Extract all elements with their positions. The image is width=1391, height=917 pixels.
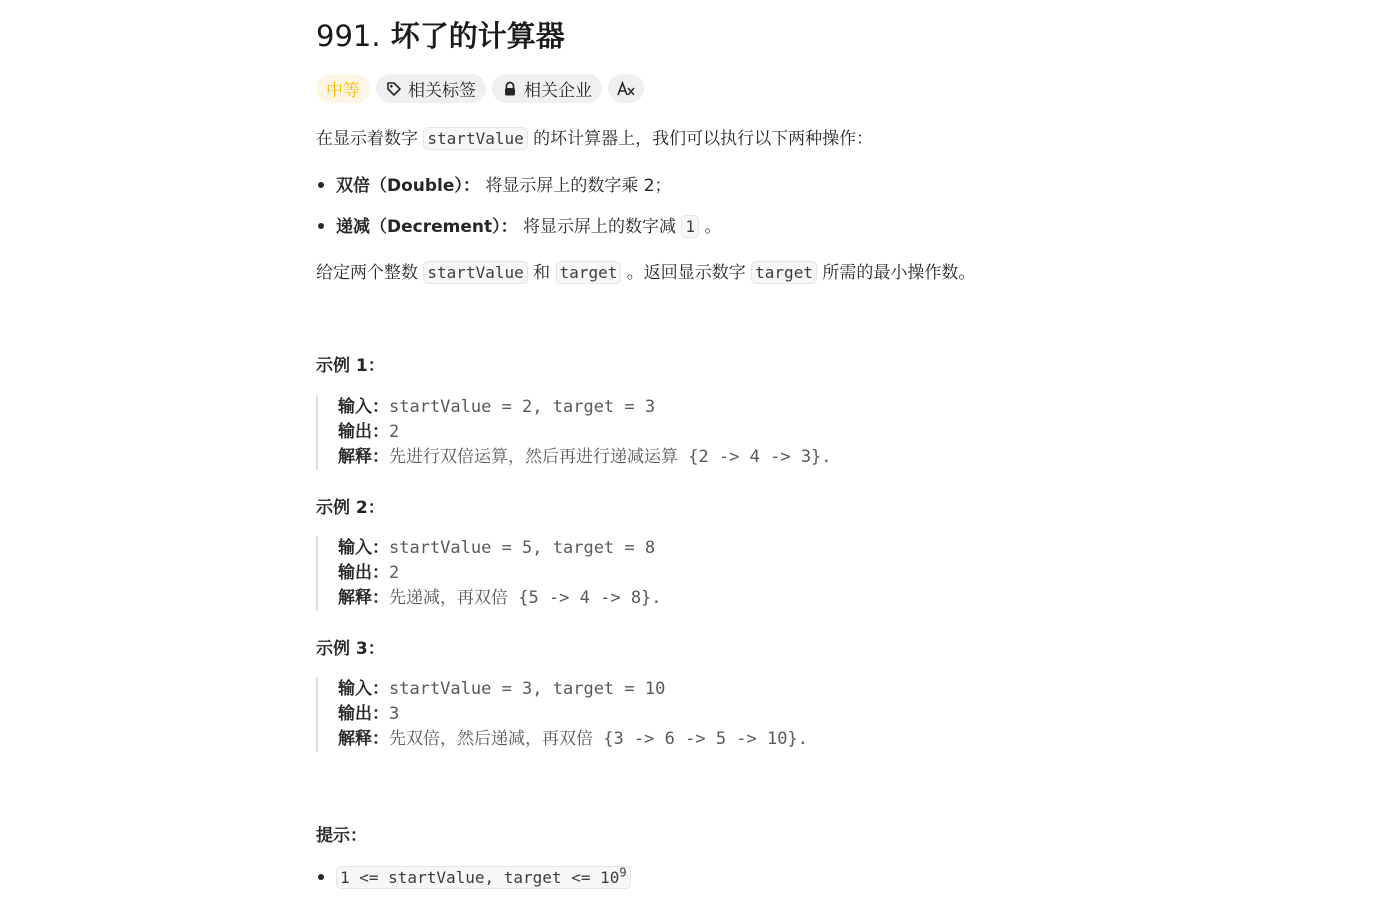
explain-sequence: {5 -> 4 -> 8}.	[508, 588, 662, 608]
example-explanation	[338, 586, 1138, 611]
input-value: startValue = 2, target = 3	[389, 397, 656, 417]
related-tags-button[interactable]	[376, 74, 486, 103]
goal-text-mid2: 。返回显示数字	[626, 263, 746, 283]
description-goal	[316, 258, 975, 283]
explain-text: 先双倍，然后递减，再双倍	[389, 729, 593, 749]
explain-label: 解释：	[338, 588, 389, 608]
output-label: 输出：	[338, 563, 389, 583]
output-value: 2	[389, 422, 400, 442]
example-title: 示例 1：	[316, 356, 385, 376]
explain-text: 先进行双倍运算，然后再进行递减运算	[389, 447, 678, 467]
goal-text-pre: 给定两个整数	[316, 263, 418, 283]
example-block	[316, 677, 1138, 752]
goal-text-mid: 和	[533, 263, 551, 283]
example-explanation	[338, 727, 1138, 752]
description-intro	[316, 124, 873, 149]
problem-number: 991.	[316, 19, 381, 53]
example-input	[338, 677, 1138, 702]
example-output	[338, 420, 1138, 445]
example-block	[316, 536, 1138, 611]
related-companies-label: 相关企业	[524, 81, 592, 101]
explain-sequence: {2 -> 4 -> 3}.	[678, 447, 832, 467]
example-explanation	[338, 445, 1138, 470]
inline-code: 1	[681, 215, 699, 238]
tag-icon	[386, 81, 402, 97]
constraint-text: 1 <= startValue, target <= 10	[340, 868, 620, 888]
op2-text: 将显示屏上的数字减	[523, 217, 677, 237]
tag-row	[316, 74, 644, 103]
intro-text-pre: 在显示着数字	[316, 129, 418, 149]
difficulty-badge[interactable]: 中等	[316, 74, 370, 103]
inline-code	[336, 866, 631, 889]
example-block	[316, 395, 1138, 470]
op1-text: 将显示屏上的数字乘 2；	[485, 176, 672, 196]
explain-label: 解释：	[338, 729, 389, 749]
related-tags-label: 相关标签	[408, 81, 476, 101]
op2-label: 递减（Decrement）：	[336, 217, 518, 237]
explain-sequence: {3 -> 6 -> 5 -> 10}.	[593, 729, 808, 749]
example-title: 示例 3：	[316, 639, 385, 659]
translate-button[interactable]	[608, 74, 644, 103]
intro-text-post: 的坏计算器上，我们可以执行以下两种操作：	[533, 129, 874, 149]
op1-label: 双倍（Double）：	[336, 176, 480, 196]
output-label: 输出：	[338, 422, 389, 442]
list-item	[316, 171, 672, 196]
input-label: 输入：	[338, 397, 389, 417]
explain-text: 先递减，再双倍	[389, 588, 508, 608]
goal-text-post: 所需的最小操作数。	[822, 263, 976, 283]
input-label: 输入：	[338, 538, 389, 558]
list-item	[316, 212, 721, 237]
input-value: startValue = 5, target = 8	[389, 538, 656, 558]
constraint-exponent: 9	[619, 866, 627, 880]
example-input	[338, 395, 1138, 420]
bullet-dot	[318, 182, 324, 188]
output-value: 3	[389, 704, 400, 724]
problem-title	[316, 14, 565, 55]
op2-text-post: 。	[704, 217, 722, 237]
inline-code: target	[751, 261, 817, 284]
translate-icon	[617, 81, 635, 97]
inline-code: target	[556, 261, 622, 284]
example-output	[338, 561, 1138, 586]
input-value: startValue = 3, target = 10	[389, 679, 666, 699]
inline-code: startValue	[423, 127, 527, 150]
bullet-dot	[318, 874, 324, 880]
input-label: 输入：	[338, 679, 389, 699]
list-item	[316, 866, 631, 888]
example-output	[338, 702, 1138, 727]
constraints-title: 提示：	[316, 826, 367, 846]
example-input	[338, 536, 1138, 561]
explain-label: 解释：	[338, 447, 389, 467]
output-label: 输出：	[338, 704, 389, 724]
lock-icon	[502, 81, 518, 97]
output-value: 2	[389, 563, 400, 583]
example-title: 示例 2：	[316, 498, 385, 518]
related-companies-button[interactable]	[492, 74, 602, 103]
bullet-dot	[318, 223, 324, 229]
inline-code: startValue	[423, 261, 527, 284]
problem-title-text: 坏了的计算器	[390, 19, 565, 53]
